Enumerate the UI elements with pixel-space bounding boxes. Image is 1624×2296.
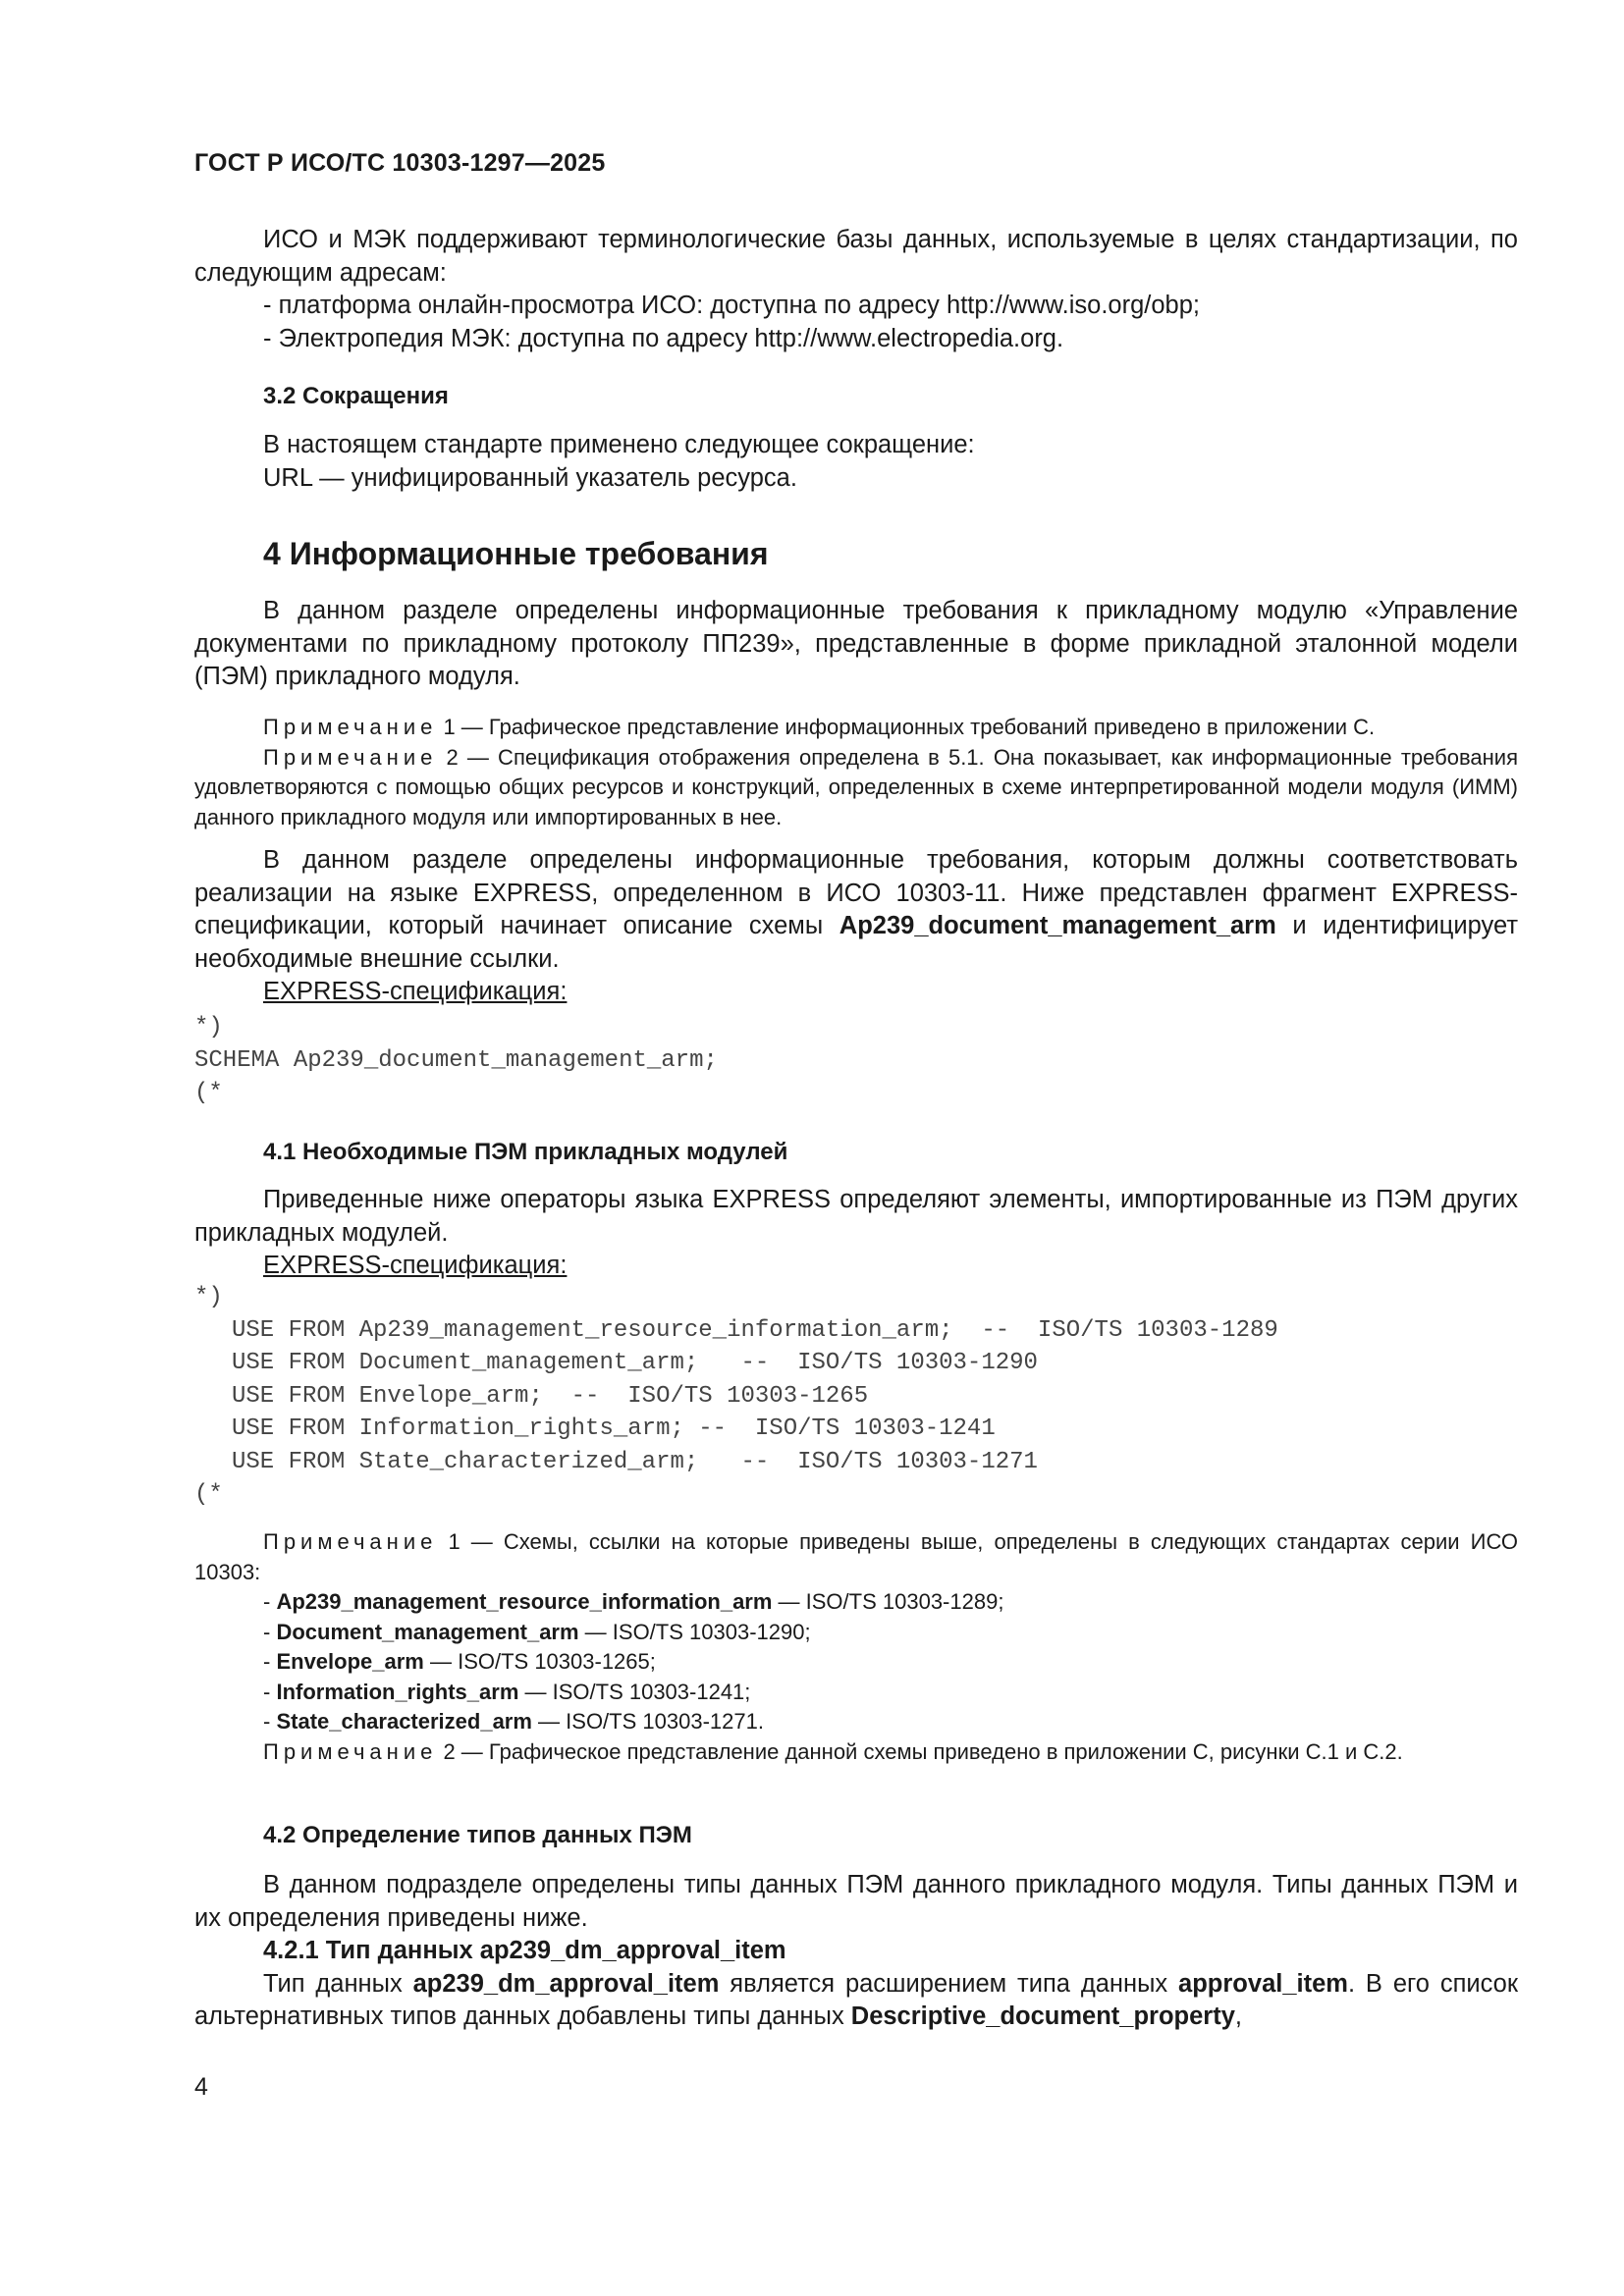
section-4-2	[194, 1822, 1518, 1849]
use-from-code-block	[194, 1281, 1518, 1512]
section-heading: 4.2 Определение типов данных ПЭМ	[263, 1822, 692, 1848]
note-text: 2 — Графическое представление данной схемы приведено в приложении C, рисунки C.1 и C.2.	[437, 1738, 1403, 1764]
note-item: - Envelope_arm — ISO/TS 10303-1265;	[263, 1649, 656, 1674]
note-label: Примечание	[263, 715, 438, 739]
section-3-2-body	[194, 429, 1518, 495]
code-line: SCHEMA Ap239_document_management_arm;	[194, 1046, 718, 1074]
section-heading: 4 Информационные требования	[263, 536, 769, 571]
note-text: 1 — Схемы, ссылки на которые приведены выше, определены в следующих стандартах серии ИСО 10303:	[194, 1529, 1518, 1584]
note-1	[194, 1527, 1518, 1587]
code-line: USE FROM Document_management_arm; -- ISO/TS 10303-1290	[232, 1350, 1038, 1376]
note-item: - Ap239_management_resource_information_arm — ISO/TS 10303-1289;	[263, 1589, 1004, 1614]
section-4-body	[194, 595, 1518, 694]
section-4-1-paragraph: Приведенные ниже операторы языка EXPRESS определяют элементы, импортированные из ПЭМ других прикладных модулей.	[194, 1186, 1518, 1247]
type-name: Descriptive_document_property	[850, 2002, 1235, 2030]
intro-item: - платформа онлайн-просмотра ИСО: доступна по адресу http://www.iso.org/obp;	[263, 292, 1200, 319]
section-3-2	[194, 383, 1518, 410]
express-spec-label: EXPRESS-спецификация:	[263, 978, 568, 1005]
code-line: *)	[194, 1284, 223, 1310]
schema-name: Information_rights_arm	[276, 1679, 519, 1704]
schema-code-block	[194, 1011, 1518, 1110]
section-4-paragraph-2-block	[194, 844, 1518, 1009]
intro-block	[194, 224, 1518, 355]
text-run: — ISO/TS 10303-1265;	[423, 1649, 656, 1674]
text-run: — ISO/TS 10303-1290;	[578, 1619, 811, 1644]
subsection-heading: 4.2.1 Тип данных ap239_dm_approval_item	[263, 1937, 786, 1964]
note-2	[194, 1737, 1518, 1768]
section-4-1	[194, 1139, 1518, 1166]
abbrev-intro: В настоящем стандарте применено следующее сокращение:	[263, 431, 975, 458]
section-heading: 3.2 Сокращения	[263, 383, 449, 409]
abbrev-url: URL — унифицированный указатель ресурса.	[263, 463, 797, 492]
note-item: - Document_management_arm — ISO/TS 10303-1290;	[263, 1619, 811, 1644]
code-line: (*	[194, 1080, 223, 1106]
code-line: USE FROM Envelope_arm; -- ISO/TS 10303-1265	[232, 1382, 869, 1410]
note-item: - State_characterized_arm — ISO/TS 10303-1271.	[263, 1709, 764, 1734]
text-run: . В его список альтернативных типов данных добавлены типы данных	[194, 1969, 1518, 2030]
note-text: 1 — Графическое представление информационных требований приведено в приложении C.	[437, 715, 1376, 739]
section-4-2-body	[194, 1869, 1518, 2034]
schema-name: Envelope_arm	[276, 1649, 424, 1674]
note-item: - Information_rights_arm — ISO/TS 10303-1241;	[263, 1679, 751, 1704]
schema-name: State_characterized_arm	[276, 1709, 532, 1734]
schema-name: Document_management_arm	[276, 1619, 579, 1644]
schema-name: Ap239_document_management_arm	[839, 912, 1276, 939]
section-4-1-body	[194, 1184, 1518, 1283]
note-label: Примечание	[263, 1738, 438, 1764]
document-header-title: ГОСТ Р ИСО/ТС 10303-1297—2025	[194, 149, 606, 177]
code-line: USE FROM State_characterized_arm; -- ISO/TS 10303-1271	[232, 1448, 1038, 1475]
section-heading: 4.1 Необходимые ПЭМ прикладных модулей	[263, 1139, 788, 1165]
section-4-2-paragraph: В данном подразделе определены типы данных ПЭМ данного прикладного модуля. Типы данных ПЭМ и их определения приведены ниже.	[194, 1871, 1518, 1932]
text-run: ,	[1234, 2002, 1242, 2030]
note-1	[194, 713, 1518, 743]
section-4-notes	[194, 713, 1518, 832]
section-4-1-notes	[194, 1527, 1518, 1767]
code-line: (*	[194, 1481, 223, 1508]
type-name: approval_item	[1178, 1969, 1348, 1998]
note-text: 2 — Спецификация отображения определена в 5.1. Она показывает, как информационные требования удовлетворяются с помощью общих ресурсов и конструкций, определенных в схеме интерпретированной модели модуля (ИММ) данного прикладного модуля или импортированных в нее.	[194, 744, 1518, 829]
text-run: — ISO/TS 10303-1289;	[772, 1589, 1004, 1614]
text-run: и идентифицирует необходимые внешние ссылки.	[194, 912, 1519, 973]
text-run: является расширением типа данных	[719, 1969, 1179, 1998]
note-label: Примечание	[263, 1529, 438, 1554]
text-run: — ISO/TS 10303-1241;	[518, 1679, 751, 1704]
schema-name: Ap239_management_resource_information_arm	[276, 1589, 773, 1614]
page-number: 4	[194, 2073, 208, 2101]
note-2	[194, 743, 1518, 833]
subsection-paragraph	[194, 1968, 1518, 2034]
section-4	[194, 536, 1518, 572]
section-4-paragraph-1: В данном разделе определены информационные требования к прикладному модулю «Управление документами по прикладному протоколу ПП239», представленные в форме прикладной эталонной модели (ПЭМ) прикладного модуля.	[194, 597, 1518, 690]
section-4-paragraph-2	[194, 844, 1518, 976]
code-line: USE FROM Ap239_management_resource_information_arm; -- ISO/TS 10303-1289	[232, 1316, 1278, 1344]
intro-paragraph: ИСО и МЭК поддерживают терминологические базы данных, используемые в целях стандартизации, по следующим адресам:	[194, 226, 1518, 287]
code-line: USE FROM Information_rights_arm; -- ISO/TS 10303-1241	[232, 1415, 996, 1442]
code-line: *)	[194, 1014, 223, 1041]
text-run: В данном разделе определены информационные требования, которым должны соответствовать реализации на языке EXPRESS, определенном в ИСО 10303-11. Ниже представлен фрагмент EXPRESS-спецификации, который начинает описание схемы	[194, 846, 1518, 939]
express-spec-label: EXPRESS-спецификация:	[263, 1252, 568, 1279]
note-label: Примечание	[263, 744, 438, 770]
text-run: — ISO/TS 10303-1271.	[531, 1709, 764, 1734]
intro-item: - Электропедия МЭК: доступна по адресу http://www.electropedia.org.	[263, 324, 1064, 352]
type-name: ap239_dm_approval_item	[412, 1969, 720, 1998]
text-run: Тип данных	[263, 1969, 413, 1998]
